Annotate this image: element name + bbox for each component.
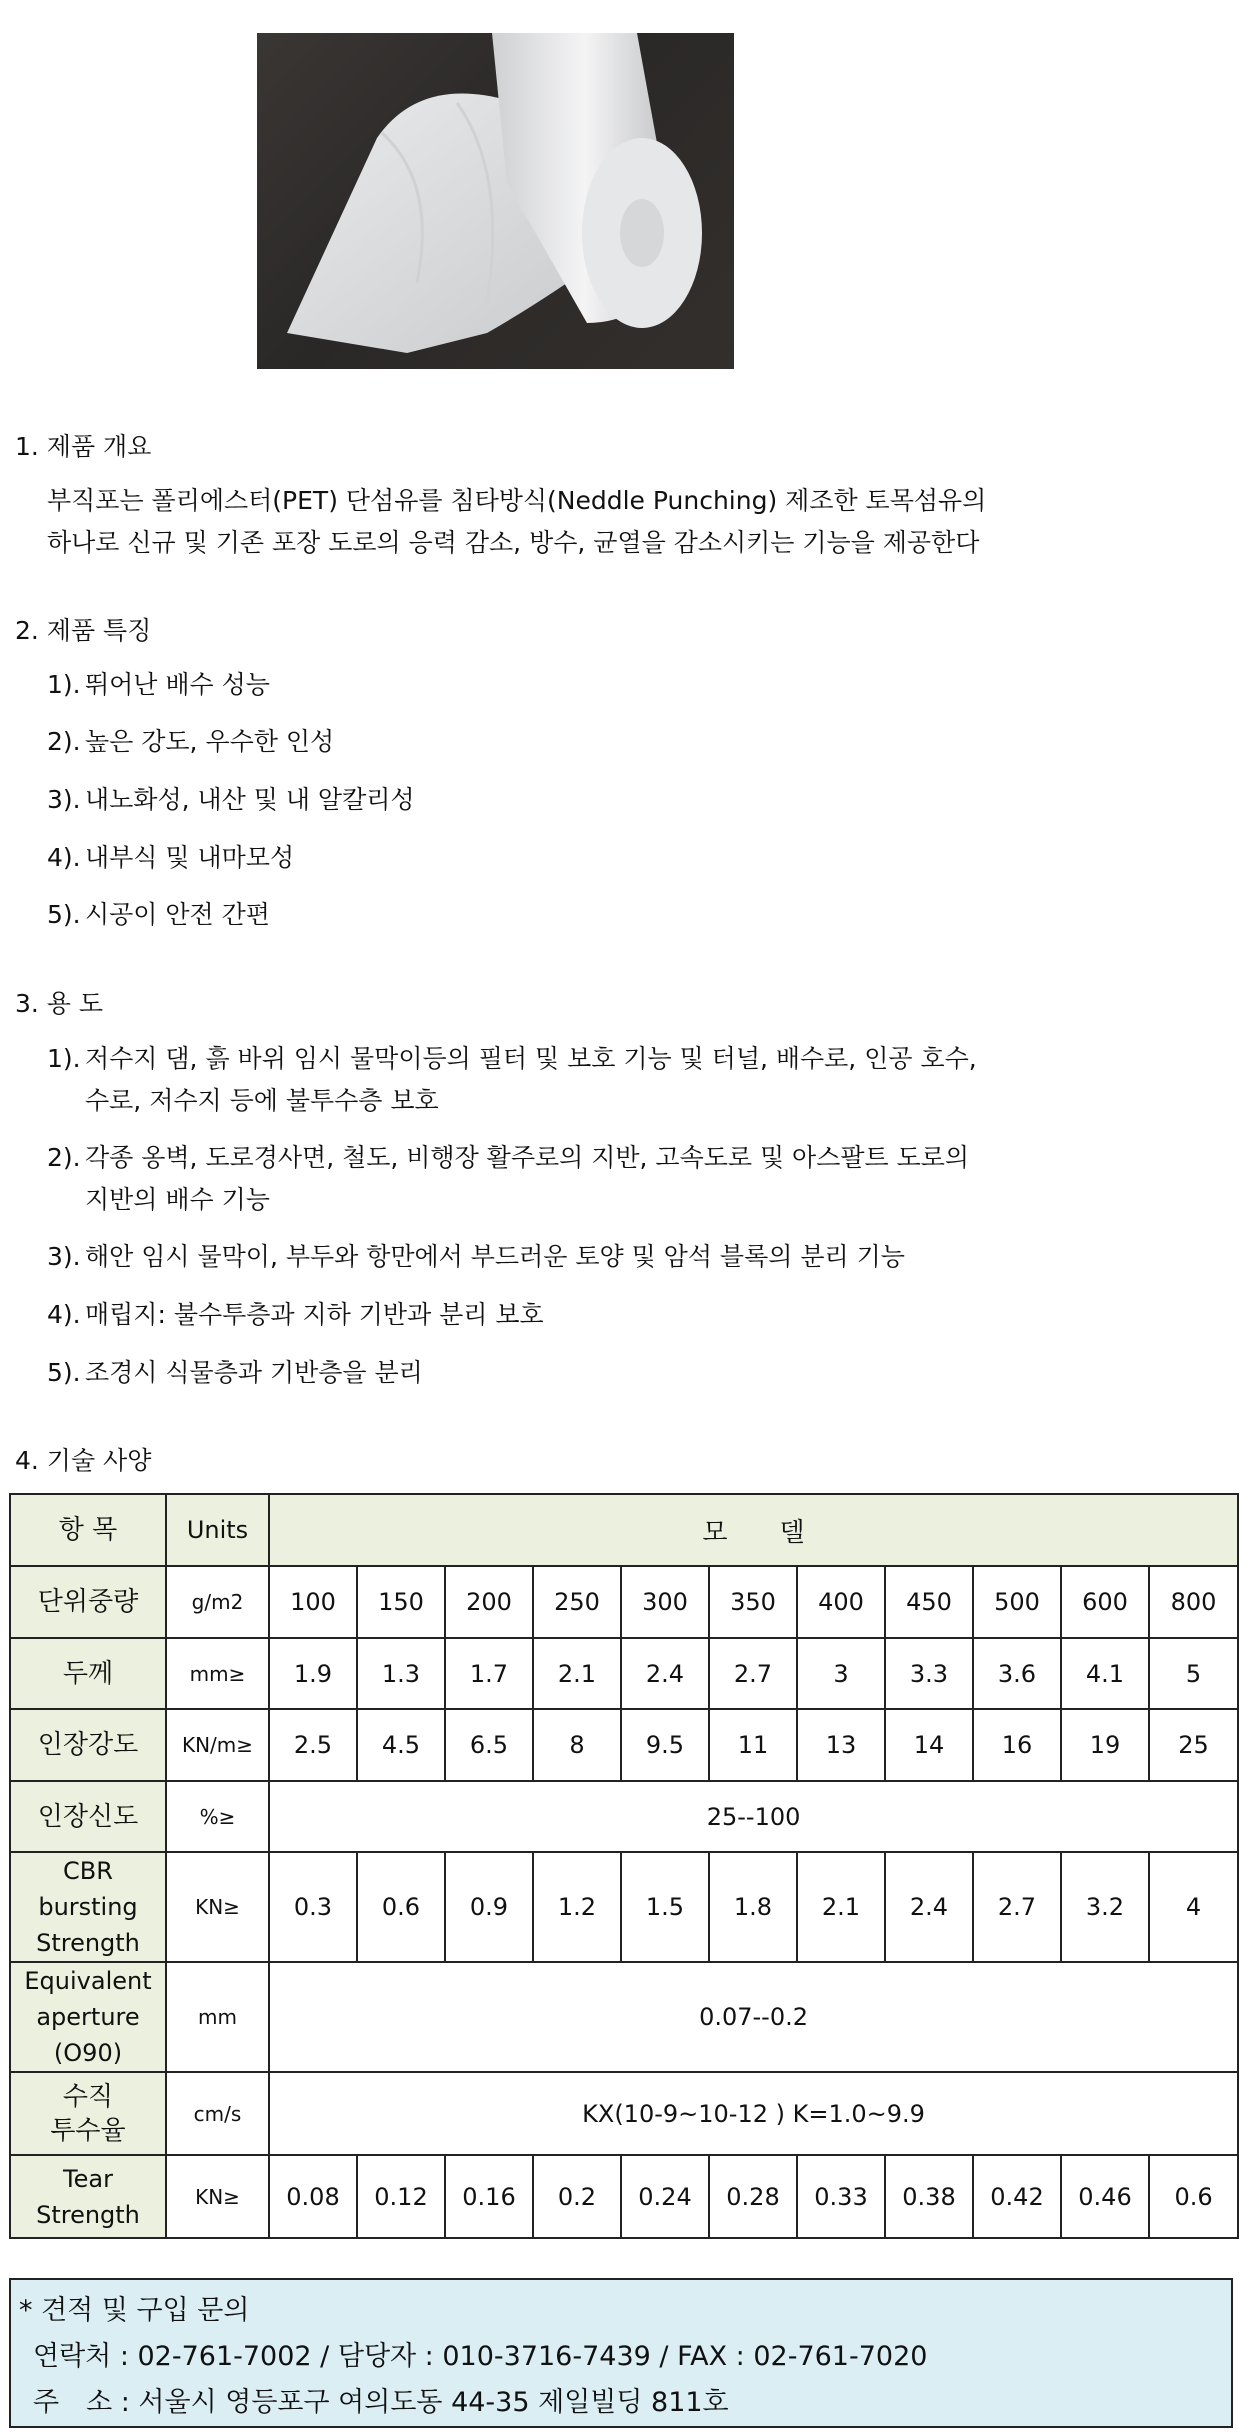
feature-text: 내노화성, 내산 및 내 알칼리성 — [85, 785, 415, 814]
use-item — [47, 1137, 969, 1221]
row-unit: KN/m≥ — [166, 1709, 269, 1781]
row-label: 인장신도 — [10, 1781, 166, 1852]
row-label: 두께 — [10, 1638, 166, 1709]
spec-row-tear — [10, 2155, 1238, 2238]
use-text: 해안 임시 물막이, 부두와 항만에서 부드러운 토양 및 암석 블록의 분리 기능 — [85, 1242, 905, 1271]
contact-box — [9, 2278, 1233, 2428]
row-label-line: Tear — [63, 2164, 113, 2193]
section-title-uses: 3. 용 도 — [15, 989, 104, 1018]
feature-num: 4). — [47, 843, 81, 872]
cell: 0.33 — [797, 2155, 885, 2238]
cell: 0.28 — [709, 2155, 797, 2238]
row-label: 단위중량 — [10, 1566, 166, 1638]
contact-address: 주 소 : 서울시 영등포구 여의도동 44-35 제일빌딩 811호 — [33, 2387, 729, 2418]
cell: 25 — [1149, 1709, 1238, 1781]
use-num: 4). — [47, 1300, 81, 1329]
cell-span: KX(10-9~10-12 ) K=1.0~9.9 — [269, 2072, 1238, 2155]
use-num: 1). — [47, 1044, 81, 1073]
cell-span: 0.07--0.2 — [269, 1962, 1238, 2072]
row-label-line: Equivalent — [24, 1967, 152, 1995]
overview-text — [47, 480, 986, 564]
row-label-line: 투수율 — [50, 2115, 126, 2146]
cell: 2.1 — [797, 1852, 885, 1962]
row-label — [10, 1852, 166, 1962]
cell: 600 — [1061, 1566, 1149, 1638]
cell: 5 — [1149, 1638, 1238, 1709]
use-text: 매립지: 불수투층과 지하 기반과 분리 보호 — [85, 1300, 544, 1329]
cell: 2.4 — [621, 1638, 709, 1709]
row-label-line: bursting — [38, 1893, 138, 1921]
cell: 19 — [1061, 1709, 1149, 1781]
feature-num: 1). — [47, 670, 81, 699]
cell: 14 — [885, 1709, 973, 1781]
cell: 0.3 — [269, 1852, 357, 1962]
feature-item — [47, 664, 270, 706]
cell: 300 — [621, 1566, 709, 1638]
cell: 13 — [797, 1709, 885, 1781]
feature-text: 높은 강도, 우수한 인성 — [85, 727, 335, 756]
cell: 2.5 — [269, 1709, 357, 1781]
cell: 1.5 — [621, 1852, 709, 1962]
cell: 1.2 — [533, 1852, 621, 1962]
use-text: 조경시 식물층과 기반층을 분리 — [85, 1358, 423, 1387]
section-title-overview: 1. 제품 개요 — [15, 432, 152, 461]
feature-text: 뛰어난 배수 성능 — [85, 670, 270, 699]
row-unit: cm/s — [166, 2072, 269, 2155]
section-title-features: 2. 제품 특징 — [15, 616, 152, 645]
cell: 1.7 — [445, 1638, 533, 1709]
cell: 0.42 — [973, 2155, 1061, 2238]
use-text-cont: 지반의 배수 기능 — [85, 1185, 270, 1214]
contact-heading: * 견적 및 구입 문의 — [19, 2295, 250, 2326]
product-photo — [257, 33, 734, 369]
cell: 3.2 — [1061, 1852, 1149, 1962]
cell: 0.6 — [357, 1852, 445, 1962]
feature-item — [47, 779, 415, 821]
use-item — [47, 1294, 544, 1336]
cell: 8 — [533, 1709, 621, 1781]
cell: 150 — [357, 1566, 445, 1638]
row-label-line: aperture — [36, 2003, 140, 2031]
use-num: 5). — [47, 1358, 81, 1387]
cell: 6.5 — [445, 1709, 533, 1781]
cell: 0.12 — [357, 2155, 445, 2238]
use-text: 저수지 댐, 흙 바위 임시 물막이등의 필터 및 보호 기능 및 터널, 배수로, 인공 호수, — [85, 1044, 977, 1073]
cell: 4.5 — [357, 1709, 445, 1781]
use-item — [47, 1236, 905, 1278]
cell: 0.08 — [269, 2155, 357, 2238]
row-unit: mm — [166, 1962, 269, 2072]
cell: 0.24 — [621, 2155, 709, 2238]
cell: 0.9 — [445, 1852, 533, 1962]
row-label-line: (O90) — [53, 2039, 123, 2067]
cell: 2.1 — [533, 1638, 621, 1709]
spec-table — [9, 1493, 1239, 2239]
geotextile-roll-image — [257, 33, 734, 369]
cell: 0.2 — [533, 2155, 621, 2238]
cell: 500 — [973, 1566, 1061, 1638]
row-label-line: CBR — [63, 1857, 113, 1885]
row-unit: %≥ — [166, 1781, 269, 1852]
cell: 1.9 — [269, 1638, 357, 1709]
cell: 200 — [445, 1566, 533, 1638]
cell: 3 — [797, 1638, 885, 1709]
feature-item — [47, 894, 270, 936]
spec-row-permeability — [10, 2072, 1238, 2155]
spec-row-thickness — [10, 1638, 1238, 1709]
cell: 9.5 — [621, 1709, 709, 1781]
feature-num: 5). — [47, 900, 81, 929]
cell: 350 — [709, 1566, 797, 1638]
cell-span: 25--100 — [269, 1781, 1238, 1852]
cell: 3.6 — [973, 1638, 1061, 1709]
feature-item — [47, 721, 334, 763]
cell: 0.16 — [445, 2155, 533, 2238]
use-num: 3). — [47, 1242, 81, 1271]
header-item: 항 목 — [10, 1494, 166, 1566]
cell: 0.38 — [885, 2155, 973, 2238]
cell: 450 — [885, 1566, 973, 1638]
feature-text: 시공이 안전 간편 — [85, 900, 270, 929]
row-label: 인장강도 — [10, 1709, 166, 1781]
row-unit: KN≥ — [166, 2155, 269, 2238]
header-units: Units — [166, 1494, 269, 1566]
spec-header-row — [10, 1494, 1238, 1566]
cell: 2.4 — [885, 1852, 973, 1962]
cell: 1.3 — [357, 1638, 445, 1709]
cell: 100 — [269, 1566, 357, 1638]
row-label — [10, 2155, 166, 2238]
row-label-line: Strength — [36, 2200, 140, 2229]
cell: 2.7 — [709, 1638, 797, 1709]
row-unit: g/m2 — [166, 1566, 269, 1638]
spec-row-tensile — [10, 1709, 1238, 1781]
spec-row-elongation — [10, 1781, 1238, 1852]
row-unit: KN≥ — [166, 1852, 269, 1962]
row-label — [10, 2072, 166, 2155]
use-num: 2). — [47, 1143, 81, 1172]
cell: 800 — [1149, 1566, 1238, 1638]
row-label-line: Strength — [36, 1929, 140, 1957]
feature-item — [47, 837, 294, 879]
use-item — [47, 1352, 423, 1394]
cell: 3.3 — [885, 1638, 973, 1709]
cell: 250 — [533, 1566, 621, 1638]
row-label — [10, 1962, 166, 2072]
spec-row-aperture — [10, 1962, 1238, 2072]
overview-line: 하나로 신규 및 기존 포장 도로의 응력 감소, 방수, 균열을 감소시키는 기능을 제공한다 — [47, 528, 980, 557]
overview-line: 부직포는 폴리에스터(PET) 단섬유를 침타방식(Neddle Punching) 제조한 토목섬유의 — [47, 486, 987, 515]
spec-row-cbr — [10, 1852, 1238, 1962]
use-text-cont: 수로, 저수지 등에 불투수층 보호 — [85, 1086, 439, 1115]
feature-num: 3). — [47, 785, 81, 814]
cell: 400 — [797, 1566, 885, 1638]
cell: 2.7 — [973, 1852, 1061, 1962]
section-title-spec: 4. 기술 사양 — [15, 1446, 152, 1475]
cell: 11 — [709, 1709, 797, 1781]
header-model: 모 델 — [269, 1494, 1238, 1566]
use-item — [47, 1038, 977, 1122]
feature-text: 내부식 및 내마모성 — [85, 843, 295, 872]
row-unit: mm≥ — [166, 1638, 269, 1709]
cell: 0.46 — [1061, 2155, 1149, 2238]
cell: 4 — [1149, 1852, 1238, 1962]
spec-row-weight — [10, 1566, 1238, 1638]
feature-num: 2). — [47, 727, 81, 756]
use-text: 각종 옹벽, 도로경사면, 철도, 비행장 활주로의 지반, 고속도로 및 아스팔트 도로의 — [85, 1143, 970, 1172]
contact-phone: 연락처 : 02-761-7002 / 담당자 : 010-3716-7439 / FAX : 02-761-7020 — [33, 2341, 928, 2372]
cell: 0.6 — [1149, 2155, 1238, 2238]
cell: 16 — [973, 1709, 1061, 1781]
row-label-line: 수직 — [62, 2081, 114, 2112]
cell: 1.8 — [709, 1852, 797, 1962]
cell: 4.1 — [1061, 1638, 1149, 1709]
